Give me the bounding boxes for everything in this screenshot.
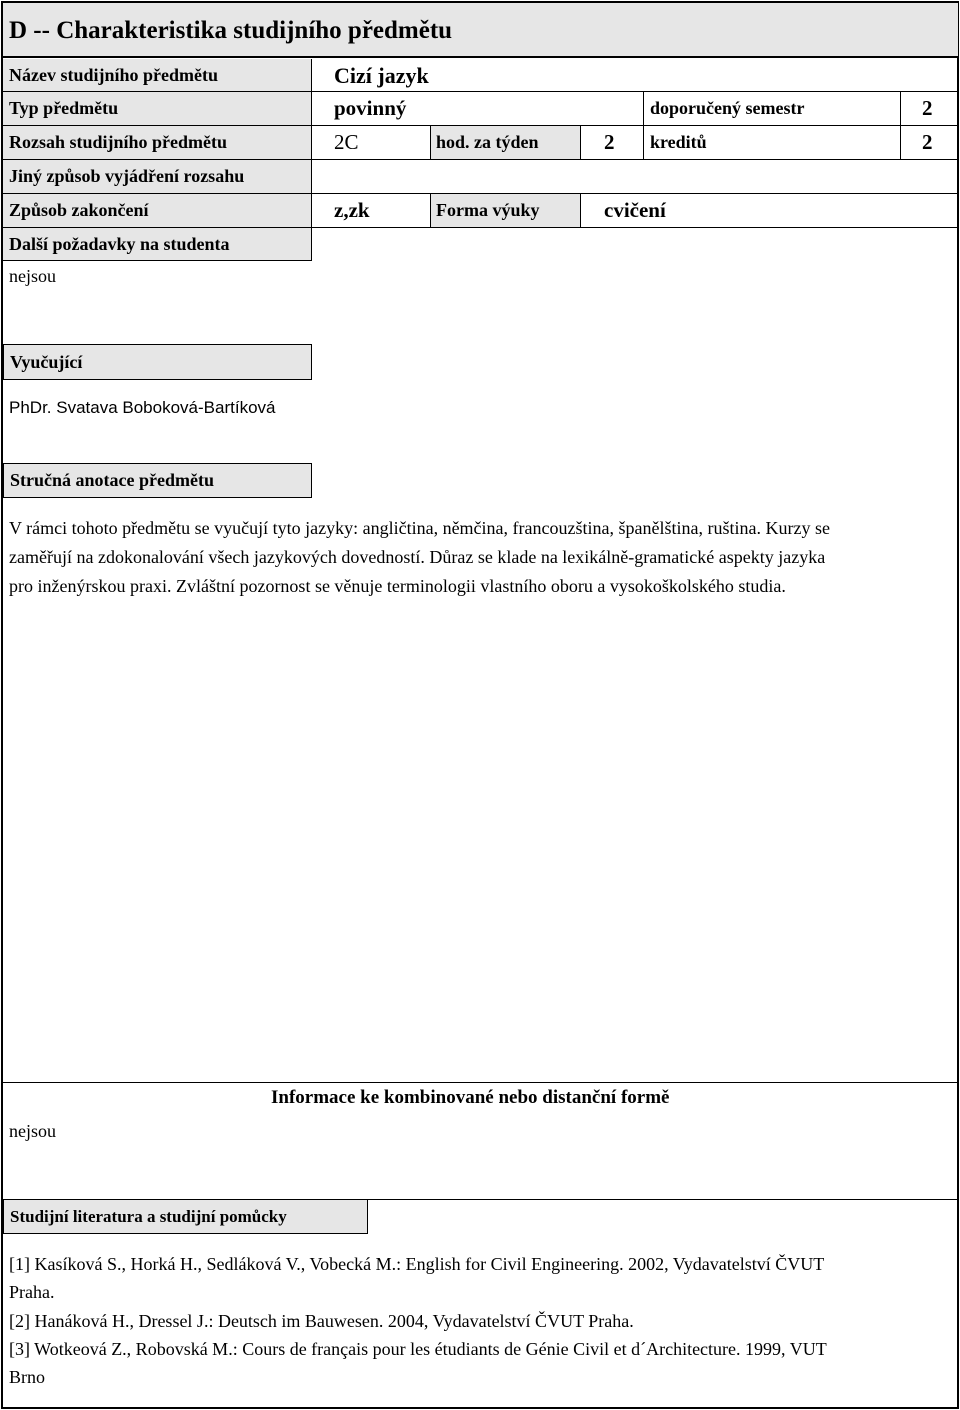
col-divider (900, 91, 901, 159)
rozsah-label: Rozsah studijního předmětu (9, 132, 228, 152)
page-title: D -- Charakteristika studijního předmětu (3, 3, 958, 58)
literatura-item-1: [1] Kasíková S., Horká H., Sedláková V., Vobecká M.: English for Civil Engineering. 2002, Vydavatelství ČVUT (9, 1254, 825, 1274)
literatura-label: Studijní literatura a studijní pomůcky (3, 1199, 368, 1234)
kombinovana-value: nejsou (9, 1121, 56, 1141)
hod-label: hod. za týden (436, 132, 539, 152)
hod-value: 2 (604, 130, 615, 154)
col-divider (580, 193, 581, 227)
nazev-value: Cizí jazyk (334, 63, 429, 88)
semestr-label: doporučený semestr (650, 98, 805, 118)
forma-label: Forma výuky (436, 200, 540, 220)
jiny-label: Jiný způsob vyjádření rozsahu (9, 166, 245, 186)
kredity-value: 2 (922, 130, 933, 154)
anotace-line: zaměřují na zdokonalování všech jazykových dovedností. Důraz se klade na lexikálně-gramatické aspekty jazyka (9, 547, 826, 567)
anotace-line: V rámci tohoto předmětu se vyučují tyto jazyky: angličtina, němčina, francouzština, španělština, ruština. Kurzy se (9, 518, 830, 538)
literatura-item-3-cont: Brno (9, 1367, 45, 1387)
anotace-line: pro inženýrskou praxi. Zvláštní pozornost se věnuje terminologii vlastního oboru a vysokoškolského studia. (9, 576, 786, 596)
literatura-item-3: [3] Wotkeová Z., Robovská M.: Cours de français pour les étudiants de Génie Civil et d´Architecture. 1999, VUT (9, 1339, 827, 1359)
anotace-label: Stručná anotace předmětu (3, 463, 312, 498)
zpusob-value: z,zk (334, 198, 370, 222)
nazev-label: Název studijního předmětu (9, 65, 219, 85)
kombinovana-label: Informace ke kombinované nebo distanční formě (271, 1087, 670, 1108)
col-divider (311, 59, 312, 261)
vyucujici-value: PhDr. Svatava Boboková-Bartíková (9, 398, 276, 417)
forma-value: cvičení (604, 198, 666, 222)
dalsi-value: nejsou (9, 266, 56, 286)
semestr-value: 2 (922, 96, 933, 120)
zpusob-label: Způsob zakončení (9, 200, 149, 220)
typ-value: povinný (334, 96, 407, 120)
vyucujici-label: Vyučující (3, 344, 312, 380)
kredity-label: kreditů (650, 132, 707, 152)
dalsi-label: Další požadavky na studenta (9, 234, 230, 254)
col-divider (580, 125, 581, 159)
literatura-item-2: [2] Hanáková H., Dressel J.: Deutsch im Bauwesen. 2004, Vydavatelství ČVUT Praha. (9, 1311, 634, 1331)
literatura-item-1-cont: Praha. (9, 1282, 55, 1302)
typ-label: Typ předmětu (9, 98, 119, 118)
rozsah-value: 2C (334, 130, 359, 154)
section-divider (3, 1082, 958, 1083)
